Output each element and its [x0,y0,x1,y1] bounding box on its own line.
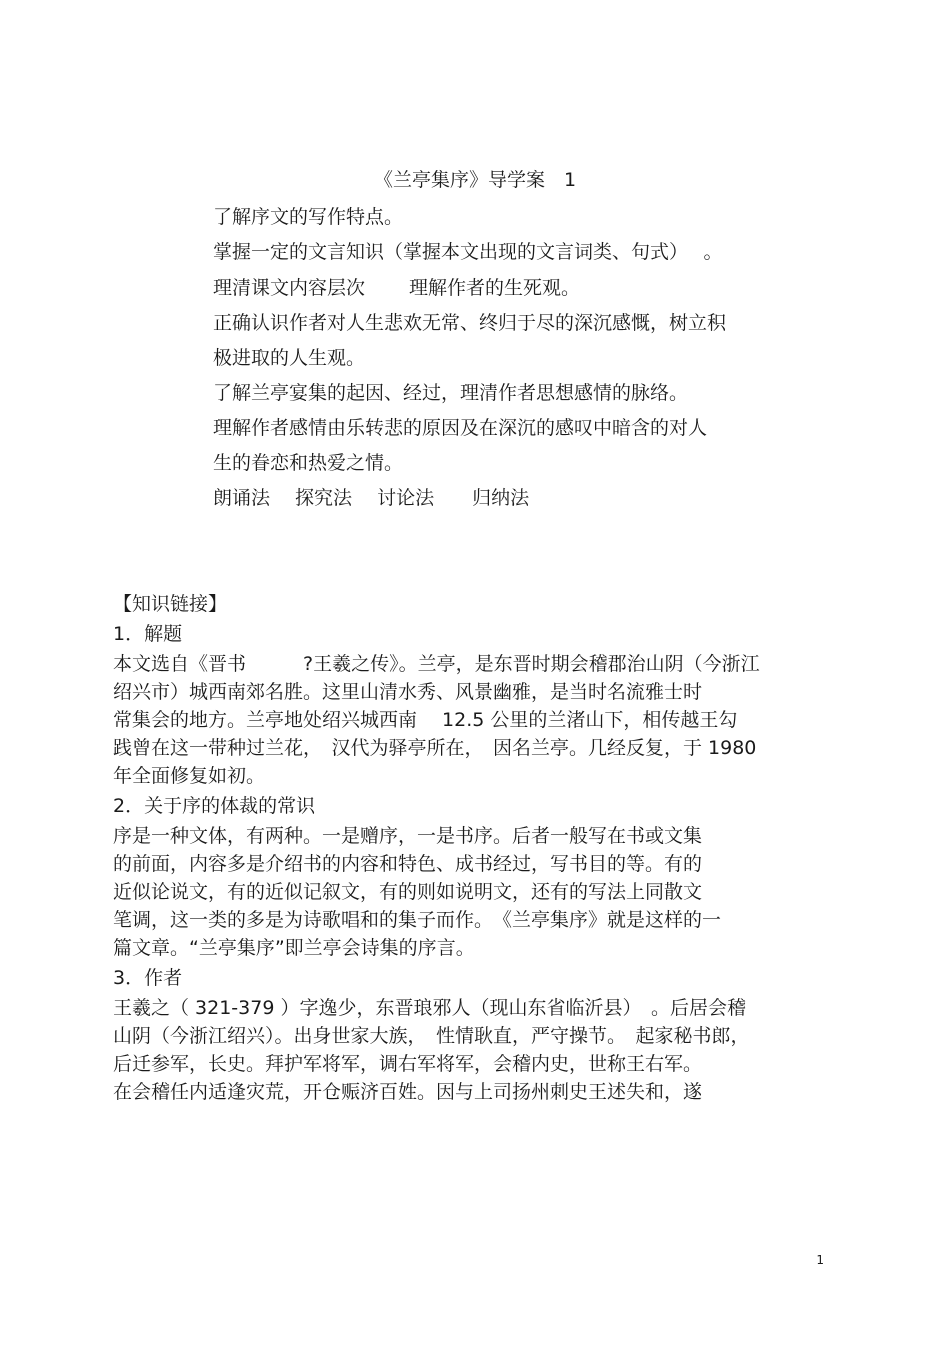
body-text-line: 年全面修复如初。 [113,765,266,787]
body-text-line: 山阴（今浙江绍兴）。出身世家大族， 性情耿直，严守操节。 起家秘书郎， [113,1025,750,1047]
page-title: 《兰亭集序》导学案 1 [373,169,577,191]
objective-line: 了解序文的写作特点。 [213,206,404,228]
body-text-line: 践曾在这一带种过兰花， 汉代为驿亭所在， 因名兰亭。几经反复，于 1980 [113,737,757,759]
body-text-line: 笔调，这一类的多是为诗歌唱和的集子而作。 《兰亭集序》就是这样的一 [113,909,722,931]
objective-line: 理清课文内容层次 理解作者的生死观。 [213,277,581,299]
objective-line: 极进取的人生观。 [213,347,366,369]
body-text-line: 篇文章。“兰亭集序”即兰亭会诗集的序言。 [113,937,475,959]
body-text-line: 后迁参军，长史。拜护军将军，调右军将军，会稽内史，世称王右军。 [113,1053,703,1075]
subsection-heading: 1．解题 [113,623,183,645]
objective-line: 了解兰亭宴集的起因、经过，理清作者思想感情的脉络。 [213,382,689,404]
body-text-line: 序是一种文体，有两种。一是赠序，一是书序。后者一般写在书或文集 [113,825,703,847]
body-text-line: 王羲之（ 321-379 ）字逸少，东晋琅邪人（现山东省临沂县） 。后居会稽 [113,997,746,1019]
body-text-line: 绍兴市）城西南郊名胜。这里山清水秀、风景幽雅，是当时名流雅士时 [113,681,703,703]
page-number: 1 [816,1253,824,1267]
body-text-line: 在会稽任内适逢灾荒，开仓赈济百姓。因与上司扬州刺史王述失和，遂 [113,1081,703,1103]
body-text-line: 的前面，内容多是介绍书的内容和特色、成书经过，写书目的等。有的 [113,853,703,875]
subsection-heading: 3．作者 [113,967,183,989]
body-text-line: 常集会的地方。兰亭地处绍兴城西南 12.5 公里的兰渚山下，相传越王勾 [113,709,738,731]
subsection-heading: 2．关于序的体裁的常识 [113,795,316,817]
objective-line: 朗诵法 探究法 讨论法 归纳法 [213,487,530,509]
section-heading: 【知识链接】 [113,593,228,615]
objective-line: 掌握一定的文言知识（掌握本文出现的文言词类、句式） 。 [213,241,723,263]
objective-line: 理解作者感情由乐转悲的原因及在深沉的感叹中暗含的对人 [213,417,708,439]
body-text-line: 近似论说文，有的近似记叙文，有的则如说明文，还有的写法上同散文 [113,881,703,903]
body-text-line: 本文选自《晋书 ?王羲之传》。兰亭，是东晋时期会稽郡治山阴（今浙江 [113,653,760,675]
objective-line: 正确认识作者对人生悲欢无常、终归于尽的深沉感慨，树立积 [213,312,727,334]
objective-line: 生的眷恋和热爱之情。 [213,452,404,474]
